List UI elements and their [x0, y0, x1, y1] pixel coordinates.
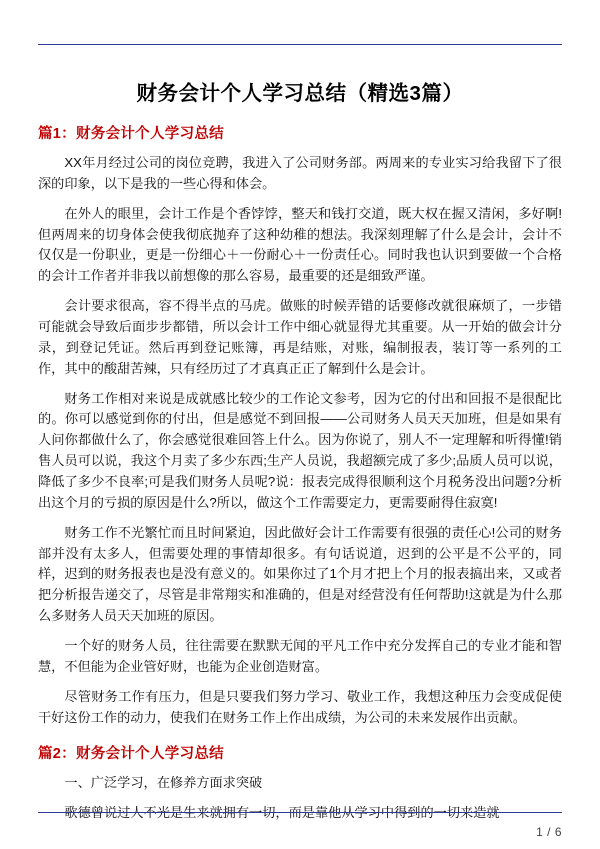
section-heading-2: 篇2：财务会计个人学习总结 — [38, 746, 224, 763]
paragraph: 一个好的财务人员，往往需要在默默无闻的平凡工作中充分发挥自己的专业才能和智慧，不但能为企业管好财，也能为企业创造财富。 — [38, 638, 562, 674]
paragraph: XX年月经过公司的岗位竞聘，我进入了公司财务部。两周来的专业实习给我留下了很深的印象，以下是我的一些心得和体会。 — [38, 155, 562, 191]
footer-divider — [38, 812, 562, 813]
paragraph: 财务工作不光繁忙而且时间紧迫，因此做好会计工作需要有很强的责任心!公司的财务部并没有太多人，但需要处理的事情却很多。有句话说道，迟到的公平是不公平的，同样，迟到的财务报表也是没有意义的。如果你过了1个月才把上个月的报表搞出来，又或者把分析报告递交了，尽管是非常翔实和准确的，但是对经营没有任何帮助!这就是为什么那么多财务人员天天加班的原因。 — [38, 524, 562, 624]
paragraph: 会计要求很高，容不得半点的马虎。做账的时候弄错的话要修改就很麻烦了，一步错可能就会导致后面步步都错，所以会计工作中细心就显得尤其重要。从一开始的做会计分录，到登记凭证。然后再到登记账簿，再是结账，对账，编制报表，装订等一系列的工作，其中的酸甜苦辣，只有经历过了才真真正正了解到什么是会计。 — [38, 298, 562, 376]
document-content — [38, 62, 562, 833]
section-heading-1: 篇1：财务会计个人学习总结 — [38, 126, 224, 142]
page-indicator: 1 / 6 — [536, 825, 562, 839]
subsection-heading: 一、广泛学习，在修养方面求突破 — [64, 775, 263, 791]
paragraph: 在外人的眼里，会计工作是个香饽饽，整天和钱打交道，既大权在握又清闲，多好啊!但两周来的切身体会使我彻底抛弃了这种幼稚的想法。我深刻理解了什么是会计，会计不仅仅是一份职业，更是一份细心＋一份耐心＋一份责任心。同时我也认识到要做一个合格的会计工作者并非我以前想像的那么容易，最重要的还是细致严谨。 — [38, 205, 562, 284]
paragraph: 财务工作相对来说是成就感比较少的工作论文参考，因为它的付出和回报不是很配比的。你可以感觉到你的付出，但是感觉不到回报——公司财务人员天天加班，但是如果有人问你都做什么了，你会感觉很难回答上什么。因为你说了，别人不一定理解和听得懂!销售人员可以说，我这个月卖了多少东西;生产人员说，我超额完成了多少;品质人员可以说，降低了多少不良率;可是我们财务人员呢?说：报表完成得很顺利这个月税务没出问题?分析出这个月的亏损的原因是什么?所以，做这个工作需要定力，更需要耐得住寂寞! — [38, 390, 562, 510]
header-divider — [38, 44, 562, 45]
page-title: 财务会计个人学习总结（精选3篇） — [136, 82, 464, 105]
paragraph: 歌德曾说过人不光是生来就拥有一切，而是靠他从学习中得到的一切来造就 — [64, 805, 500, 821]
paragraph: 尽管财务工作有压力，但是只要我们努力学习、敬业工作，我想这种压力会变成促使干好这份工作的动力，使我们在财务工作上作出成绩，为公司的未来发展作出贡献。 — [38, 688, 562, 725]
